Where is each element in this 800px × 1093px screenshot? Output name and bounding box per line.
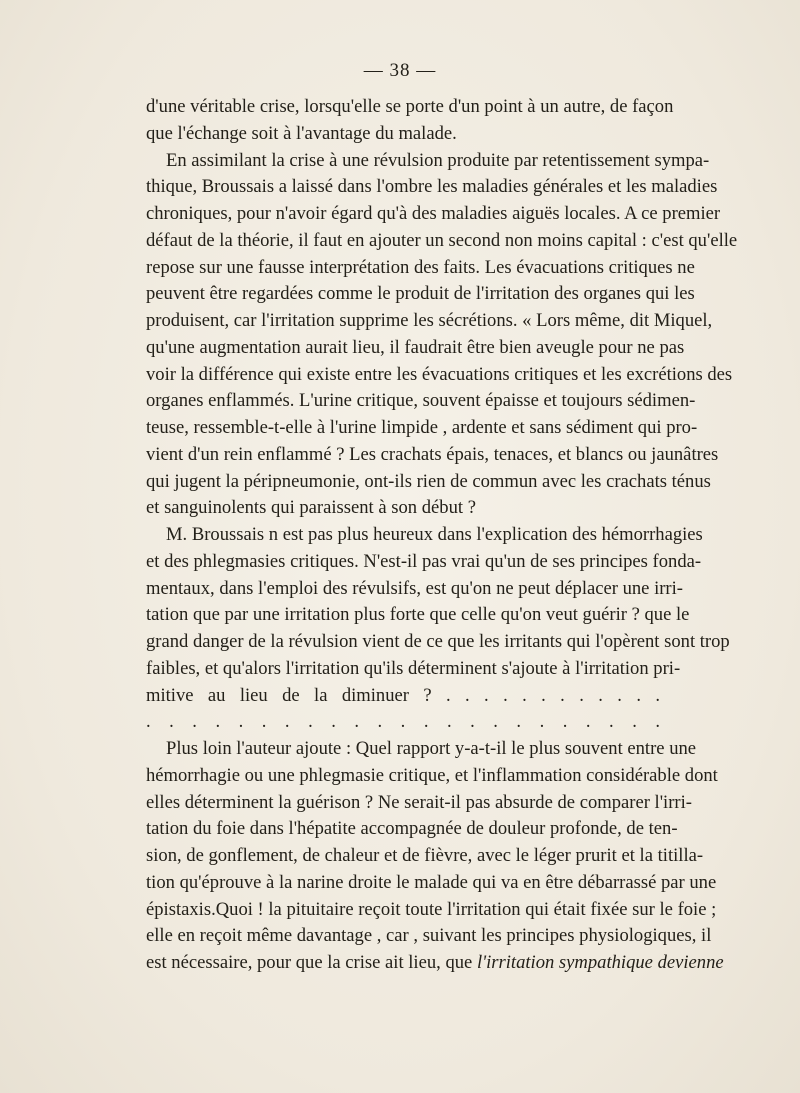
text-line: elle en reçoit même davantage , car , suivant les principes physiologiques, il: [146, 925, 712, 947]
text-line: épistaxis.Quoi ! la pituitaire reçoit toute l'irritation qui était fixée sur le foie ;: [146, 898, 717, 920]
text-line: chroniques, pour n'avoir égard qu'à des maladies aiguës locales. A ce premier: [146, 203, 721, 224]
text-line: mitive au lieu de la diminuer ? . . . . . . . . . . . .: [146, 684, 660, 706]
text-line: En assimilant la crise à une révulsion produite par retentissement sympa-: [166, 149, 710, 171]
final-line-text: est nécessaire, pour que la crise ait lieu, que: [146, 952, 477, 973]
text-line: hémorrhagie ou une phlegmasie critique, et l'inflammation considérable dont: [146, 764, 718, 786]
text-line: qui jugent la péripneumonie, ont-ils rien de commun avec les crachats ténus: [146, 470, 711, 492]
text-line: tation que par une irritation plus forte que celle qu'on veut guérir ? que le: [146, 604, 690, 626]
italic-phrase: l'irritation sympathique devienne: [476, 952, 724, 973]
text-line: tion qu'éprouve à la narine droite le malade qui va en être débarrassé par une: [146, 871, 717, 893]
text-line: tation du foie dans l'hépatite accompagnée de douleur profonde, de ten-: [146, 818, 678, 840]
text-line: elles déterminent la guérison ? Ne serait-il pas absurde de comparer l'irri-: [146, 791, 692, 813]
text-line: sion, de gonflement, de chaleur et de fièvre, avec le léger prurit et la titilla-: [146, 845, 704, 866]
text-line-final: [146, 950, 724, 977]
text-line: grand danger de la révulsion vient de ce que les irritants qui l'opèrent sont trop: [146, 631, 730, 652]
text-line: d'une véritable crise, lorsqu'elle se porte d'un point à un autre, de façon: [146, 96, 674, 117]
text-line: Plus loin l'auteur ajoute : Quel rapport y-a-t-il le plus souvent entre une: [166, 738, 697, 759]
text-line: M. Broussais n est pas plus heureux dans l'explication des hémorrhagies: [166, 524, 703, 545]
text-line: produisent, car l'irritation supprime les sécrétions. « Lors même, dit Miquel,: [146, 310, 713, 331]
text-line: vient d'un rein enflammé ? Les crachats épais, tenaces, et blancs ou jaunâtres: [146, 443, 719, 465]
text-line: mentaux, dans l'emploi des révulsifs, est qu'on ne peut déplacer une irri-: [146, 577, 683, 599]
text-line: peuvent être regardées comme le produit de l'irritation des organes qui les: [146, 283, 695, 305]
text-line: et des phlegmasies critiques. N'est-il pas vrai qu'un de ses principes fonda-: [146, 550, 702, 572]
text-line: que l'échange soit à l'avantage du malade.: [146, 122, 457, 144]
text-line: qu'une augmentation aurait lieu, il faudrait être bien aveugle pour ne pas: [146, 336, 685, 358]
text-line: faibles, et qu'alors l'irritation qu'ils déterminent s'ajoute à l'irritation pri-: [146, 657, 681, 679]
page-number: — 38 —: [363, 60, 437, 81]
text-line: repose sur une fausse interprétation des faits. Les évacuations critiques ne: [146, 256, 695, 278]
text-line: organes enflammés. L'urine critique, souvent épaisse et toujours sédimen-: [146, 390, 696, 412]
body-text: [146, 94, 738, 977]
ellipsis-line: . . . . . . . . . . . . . . . . . . . . . . .: [146, 711, 660, 733]
text-line: thique, Broussais a laissé dans l'ombre les maladies générales et les maladies: [146, 176, 718, 198]
text-line: teuse, ressemble-t-elle à l'urine limpide , ardente et sans sédiment qui pro-: [146, 417, 698, 438]
text-line: et sanguinolents qui paraissent à son début ?: [146, 497, 476, 519]
text-line: voir la différence qui existe entre les évacuations critiques et les excrétions des: [146, 363, 733, 385]
text-line: défaut de la théorie, il faut en ajouter un second non moins capital : c'est qu'elle: [146, 229, 738, 251]
